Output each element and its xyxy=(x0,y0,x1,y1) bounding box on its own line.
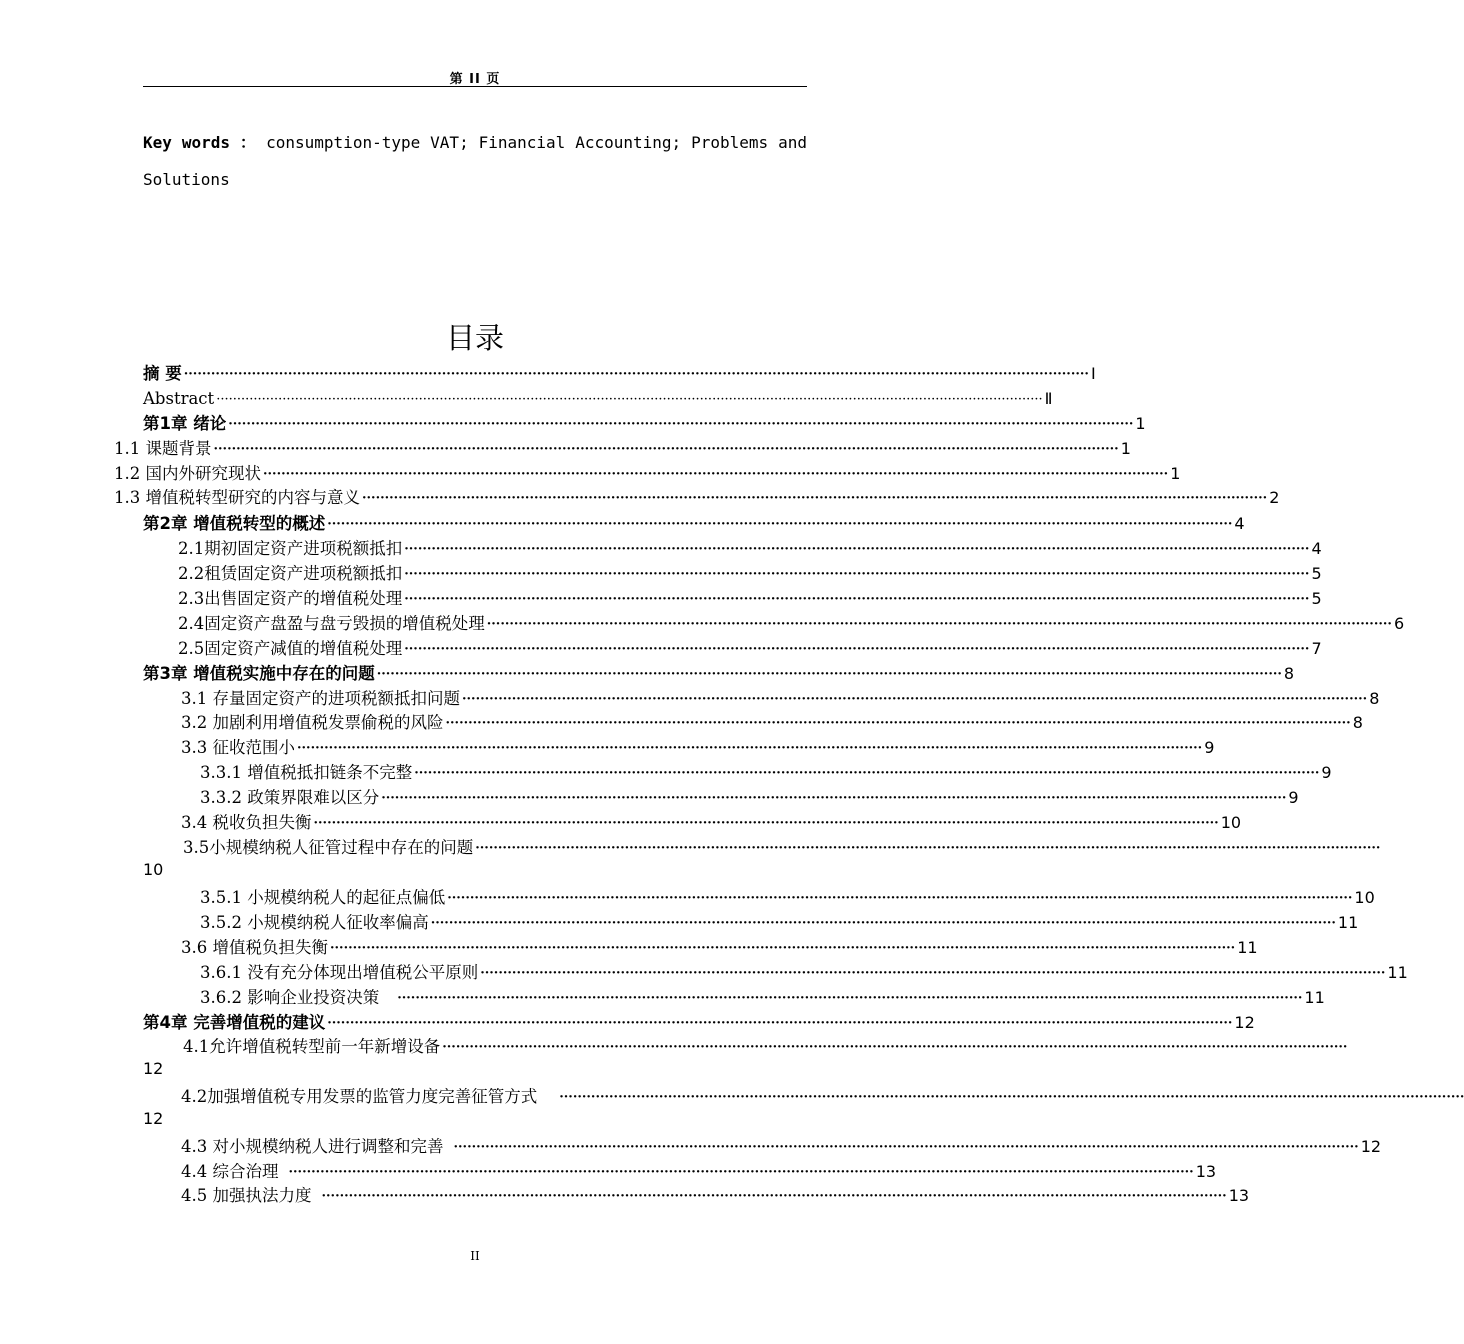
toc-entry-label: 1.1 课题背景 xyxy=(114,439,212,458)
toc-entry[interactable] xyxy=(200,959,1408,983)
toc-leader: ········································································································································································································ xyxy=(228,417,1134,432)
toc-leader: ········································································································································································································ xyxy=(404,542,1310,557)
toc-entry[interactable] xyxy=(178,535,1322,559)
toc-entry-page: 9 xyxy=(1321,763,1332,782)
toc-entry-page: 1 xyxy=(1135,414,1146,433)
toc-entry[interactable] xyxy=(181,1182,1250,1206)
toc-entry[interactable] xyxy=(143,660,1295,684)
toc-entry-label: 2.1期初固定资产进项税额抵扣 xyxy=(178,539,403,558)
toc-leader: ········································································································································································································ xyxy=(327,1016,1233,1031)
toc-entry-label: 4.5 加强执法力度 xyxy=(181,1186,312,1205)
toc-entry-page-wrapped: 10 xyxy=(143,860,164,879)
toc-entry-label: 4.2加强增值税专用发票的监管力度完善征管方式 xyxy=(181,1087,538,1106)
toc-entry-page: 10 xyxy=(1354,888,1375,907)
toc-entry[interactable] xyxy=(181,1158,1217,1182)
toc-entry-page: 5 xyxy=(1311,589,1322,608)
toc-entry-page-wrapped: 12 xyxy=(143,1109,164,1128)
toc-entry-label: 3.5小规模纳税人征管过程中存在的问题 xyxy=(183,838,474,857)
toc-entry-label: 2.3出售固定资产的增值税处理 xyxy=(178,589,403,608)
toc-entry-page-wrapped: 12 xyxy=(143,1059,164,1078)
toc-leader: ········································································································································································································ xyxy=(480,966,1386,981)
toc-entry-label: Abstract xyxy=(143,389,215,408)
toc-entry-label: 3.5.1 小规模纳税人的起征点偏低 xyxy=(200,888,446,907)
toc-entry-label: 3.6.2 影响企业投资决策 xyxy=(200,988,380,1007)
toc-entry-label: 3.3.2 政策界限难以区分 xyxy=(200,788,380,807)
toc-entry-page: 2 xyxy=(1269,488,1280,507)
toc-entry[interactable] xyxy=(114,460,1181,484)
header-rule xyxy=(143,86,807,87)
toc-entry-page: 8 xyxy=(1369,689,1380,708)
toc-entry[interactable] xyxy=(181,734,1215,758)
toc-entry-page: 11 xyxy=(1237,938,1258,957)
toc-entry-page: 7 xyxy=(1311,639,1322,658)
toc-entry-label: 4.1允许增值税转型前一年新增设备 xyxy=(183,1037,441,1056)
keywords-text: consumption-type VAT; Financial Accounting; Problems and Solutions xyxy=(143,133,807,189)
toc-entry-page: 8 xyxy=(1283,664,1295,683)
toc-entry-label: 4.4 综合治理 xyxy=(181,1162,279,1181)
toc-leader: ········································································································································································································ xyxy=(288,1165,1194,1180)
toc-entry-page: 10 xyxy=(1220,813,1242,832)
toc-entry-label: 2.5固定资产减值的增值税处理 xyxy=(178,639,403,658)
toc-leader: ········································································································································································································ xyxy=(313,816,1219,831)
toc-entry-page: 9 xyxy=(1204,738,1215,757)
toc-entry-label: 3.1 存量固定资产的进项税额抵扣问题 xyxy=(181,689,460,708)
toc-leader: ········································································································································································································ xyxy=(559,1090,1464,1105)
page-footer-number: II xyxy=(470,1249,480,1263)
toc-leader: ········································································································································································································ xyxy=(430,916,1336,931)
toc-entry[interactable] xyxy=(200,909,1359,933)
toc-entry-label: 3.6 增值税负担失衡 xyxy=(181,938,328,957)
toc-leader: ········································································································································································································ xyxy=(404,592,1310,607)
toc-leader: ········································································································································································································ xyxy=(475,841,1381,856)
toc-entry-page: 9 xyxy=(1288,788,1299,807)
toc-entry[interactable] xyxy=(143,360,1096,384)
toc-leader: ········································································································································································································ xyxy=(486,617,1392,632)
toc-entry[interactable] xyxy=(178,610,1405,634)
toc-entry-page: 11 xyxy=(1387,963,1408,982)
toc-leader: ········································································································································································································ xyxy=(453,1140,1359,1155)
toc-entry-label: 2.2租赁固定资产进项税额抵扣 xyxy=(178,564,403,583)
toc-title: 目录 xyxy=(445,321,504,355)
toc-entry-label: 2.4固定资产盘盈与盘亏毁损的增值税处理 xyxy=(178,614,485,633)
toc-entry-label: 1.3 增值税转型研究的内容与意义 xyxy=(114,488,360,507)
toc-entry-label: 3.3.1 增值税抵扣链条不完整 xyxy=(200,763,413,782)
toc-entry[interactable] xyxy=(200,784,1299,808)
toc-entry-page: Ⅰ xyxy=(1090,364,1096,383)
page-header: 第 II 页 xyxy=(449,72,501,87)
toc-leader: ········································································································································································································ xyxy=(263,467,1169,482)
toc-entry-page: 12 xyxy=(1360,1137,1382,1156)
toc-entry-page: 8 xyxy=(1352,713,1363,732)
toc-entry[interactable] xyxy=(143,510,1245,534)
toc-leader: ········································································································································································································ xyxy=(330,941,1236,956)
toc-entry-label: 第4章 完善增值税的建议 xyxy=(143,1013,326,1032)
toc-entry-page: 1 xyxy=(1120,439,1131,458)
toc-entry-page: Ⅱ xyxy=(1044,389,1053,408)
toc-entry-label: 摘 要 xyxy=(143,364,182,383)
toc-entry-label: 3.3 征收范围小 xyxy=(181,738,295,757)
toc-entry-page: 11 xyxy=(1337,913,1359,932)
toc-entry[interactable] xyxy=(114,484,1280,508)
toc-entry[interactable] xyxy=(143,1009,1255,1033)
toc-entry[interactable] xyxy=(178,560,1322,584)
toc-leader: ········································································································································································································ xyxy=(327,517,1233,532)
toc-entry-label: 4.3 对小规模纳税人进行调整和完善 xyxy=(181,1137,444,1156)
toc-entry[interactable] xyxy=(200,759,1332,783)
toc-entry-label: 3.4 税收负担失衡 xyxy=(181,813,312,832)
toc-leader: ········································································································································································································ xyxy=(213,442,1119,457)
toc-entry-label: 第1章 绪论 xyxy=(143,414,227,433)
toc-entry-label: 3.5.2 小规模纳税人征收率偏高 xyxy=(200,913,429,932)
toc-entry[interactable] xyxy=(181,1133,1382,1157)
toc-entry[interactable] xyxy=(183,1033,1348,1057)
keywords-label: Key words ： xyxy=(143,133,257,152)
toc-entry[interactable] xyxy=(181,1083,1464,1107)
toc-leader: ········································································································································································································ xyxy=(362,491,1268,506)
toc-leader: ········································································································································································································ xyxy=(447,891,1353,906)
toc-leader: ········································································································································································································ xyxy=(321,1189,1227,1204)
toc-entry-page: 11 xyxy=(1304,988,1325,1007)
toc-leader: ········································································································································································································ xyxy=(404,567,1310,582)
toc-entry[interactable] xyxy=(200,884,1375,908)
toc-entry-label: 3.2 加剧利用增值税发票偷税的风险 xyxy=(181,713,444,732)
toc-entry[interactable] xyxy=(181,685,1380,709)
toc-entry-page: 13 xyxy=(1195,1162,1217,1181)
toc-entry-page: 12 xyxy=(1234,1013,1255,1032)
toc-entry-label: 1.2 国内外研究现状 xyxy=(114,464,261,483)
toc-entry[interactable] xyxy=(114,435,1131,459)
toc-leader: ········································································································································································································ xyxy=(462,692,1368,707)
toc-entry-label: 第3章 增值税实施中存在的问题 xyxy=(143,664,375,683)
toc-entry[interactable] xyxy=(178,635,1322,659)
toc-leader: ········································································································································································································ xyxy=(442,1040,1348,1055)
toc-entry-label: 3.6.1 没有充分体现出增值税公平原则 xyxy=(200,963,479,982)
toc-entry[interactable] xyxy=(181,709,1363,733)
toc-entry-page: 6 xyxy=(1393,614,1405,633)
toc-entry-page: 4 xyxy=(1234,514,1245,533)
toc-entry[interactable] xyxy=(181,809,1242,833)
toc-leader: ········································································································································································································ xyxy=(381,791,1287,806)
toc-entry[interactable] xyxy=(178,585,1322,609)
toc-entry[interactable] xyxy=(143,410,1146,434)
keywords-paragraph xyxy=(143,124,807,198)
toc-leader: ········································································································································································································ xyxy=(414,766,1320,781)
toc-leader: ········································································································································································································ xyxy=(404,642,1310,657)
toc-leader: ········································································································································································································ xyxy=(445,716,1351,731)
toc-entry[interactable] xyxy=(200,984,1325,1008)
toc-entry-page: 5 xyxy=(1311,564,1322,583)
toc-entry[interactable] xyxy=(143,385,1053,409)
toc-leader: ········································································································································································································ xyxy=(397,991,1303,1006)
toc-leader: ········································································································································································································ xyxy=(216,392,1043,407)
toc-entry-page: 1 xyxy=(1170,464,1181,483)
toc-entry-page: 4 xyxy=(1311,539,1322,558)
toc-entry-label: 第2章 增值税转型的概述 xyxy=(143,514,326,533)
toc-entry-page: 13 xyxy=(1228,1186,1250,1205)
toc-entry[interactable] xyxy=(183,834,1381,858)
toc-entry[interactable] xyxy=(181,934,1258,958)
toc-leader: ········································································································································································································ xyxy=(376,667,1282,682)
toc-leader: ········································································································································································································ xyxy=(297,741,1203,756)
toc-leader: ········································································································································································································ xyxy=(183,367,1089,382)
